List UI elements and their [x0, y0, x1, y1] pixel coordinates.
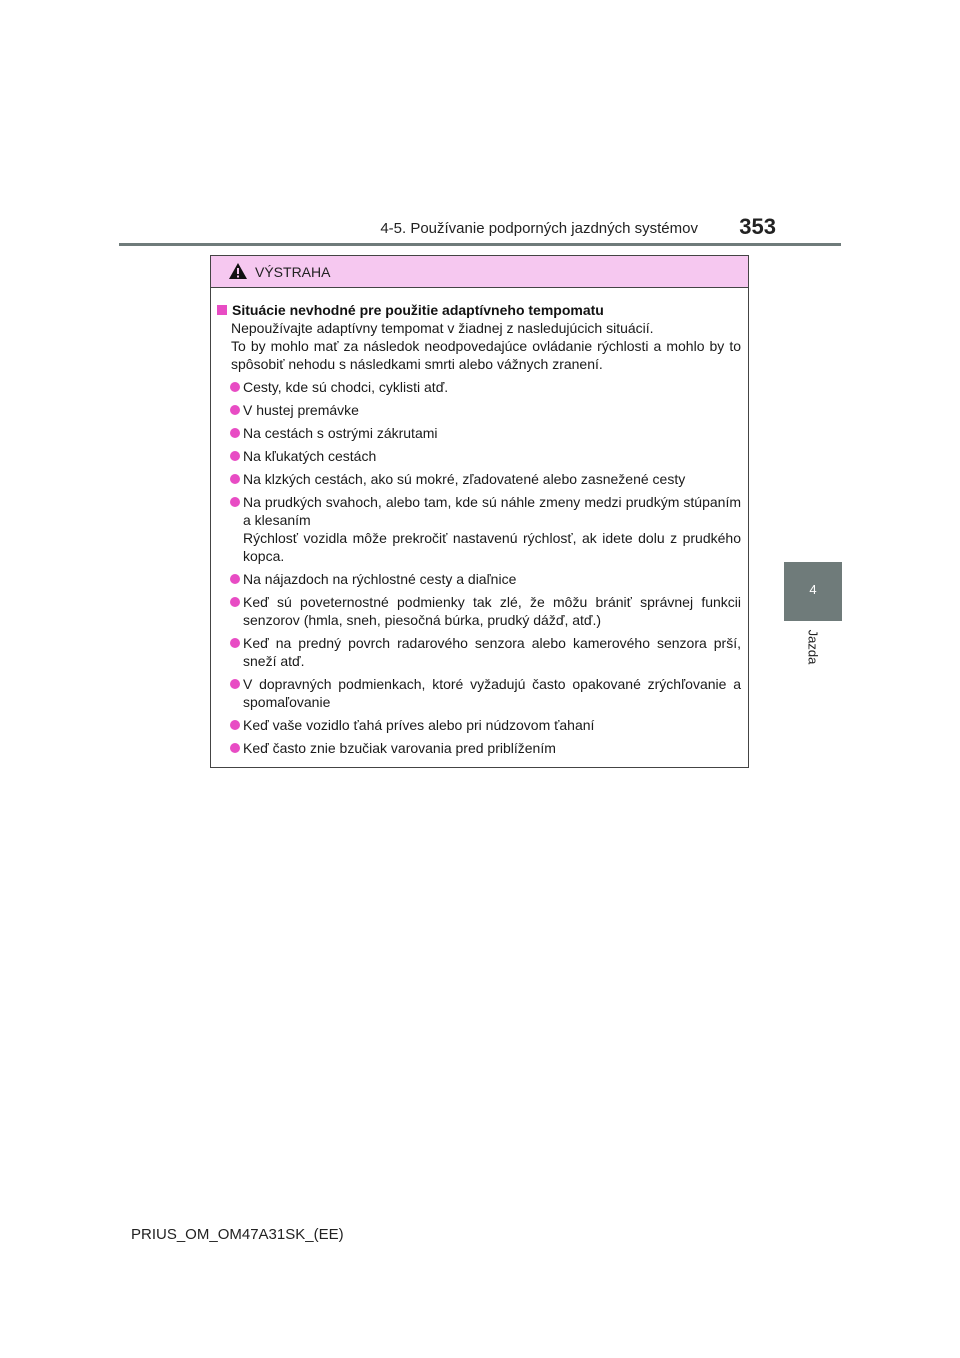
list-item: [217, 634, 741, 670]
list-item-text: Na prudkých svahoch, alebo tam, kde sú náhle zmeny medzi prudkým stúpaním a klesaním: [243, 494, 741, 528]
list-item: [217, 447, 741, 465]
list-item-text: V dopravných podmienkach, ktoré vyžadujú často opakované zrýchľovanie a spomaľovanie: [243, 676, 741, 710]
list-item-text: Keď sú poveternostné podmienky tak zlé, že môžu brániť správnej funkcii senzorov (hmla, sneh, piesočná búrka, prudký dážď, atď.): [243, 594, 741, 628]
header-rule: [119, 243, 841, 246]
situation-list: [217, 378, 741, 757]
warning-triangle-icon: [228, 262, 248, 280]
warning-body: [211, 288, 748, 757]
list-item: [217, 716, 741, 734]
section-heading: Situácie nevhodné pre použitie adaptívneho tempomatu: [217, 301, 741, 319]
list-item-text: Keď často znie bzučiak varovania pred priblížením: [243, 740, 556, 756]
list-item-text: V hustej premávke: [243, 402, 359, 418]
list-item: [217, 593, 741, 629]
chapter-tab-number: 4: [784, 562, 842, 621]
page-number: 353: [739, 214, 776, 239]
intro-line-1: Nepoužívajte adaptívny tempomat v žiadnej z nasledujúcich situácií.: [231, 320, 654, 336]
list-item: [217, 424, 741, 442]
list-item: [217, 739, 741, 757]
chapter-label-text: Jazda: [805, 629, 821, 665]
chapter-tab-label: [784, 621, 842, 681]
list-item-text: Na kľukatých cestách: [243, 448, 377, 464]
list-item-text: Na cestách s ostrými zákrutami: [243, 425, 438, 441]
list-item: [217, 470, 741, 488]
list-item: [217, 378, 741, 396]
intro-text: [217, 319, 741, 373]
list-item-text: Cesty, kde sú chodci, cyklisti atď.: [243, 379, 449, 395]
manual-code: PRIUS_OM_OM47A31SK_(EE): [131, 1226, 344, 1243]
list-item-text: Keď vaše vozidlo ťahá príves alebo pri núdzovom ťahaní: [243, 717, 595, 733]
list-item: [217, 493, 741, 565]
warning-box: [210, 255, 749, 768]
list-item: [217, 401, 741, 419]
warning-title: VÝSTRAHA: [255, 264, 331, 280]
list-item-note: Rýchlosť vozidla môže prekročiť nastavenú rýchlosť, ak idete dolu z prudkého kopca.: [243, 530, 741, 564]
list-item: [217, 570, 741, 588]
list-item-text: Na nájazdoch na rýchlostné cesty a diaľnice: [243, 571, 517, 587]
list-item-text: Keď na predný povrch radarového senzora alebo kamerového senzora prší, sneží atď.: [243, 635, 741, 669]
warning-header: [211, 256, 748, 288]
list-item: [217, 675, 741, 711]
intro-line-2: To by mohlo mať za následok neodpovedajúce ovládanie rýchlosti a mohlo by to spôsobiť nehodu s následkami smrti alebo vážnych zranení.: [231, 338, 741, 372]
running-header-section-title: 4-5. Používanie podporných jazdných systémov: [380, 220, 698, 237]
list-item-text: Na klzkých cestách, ako sú mokré, zľadovatené alebo zasnežené cesty: [243, 471, 686, 487]
